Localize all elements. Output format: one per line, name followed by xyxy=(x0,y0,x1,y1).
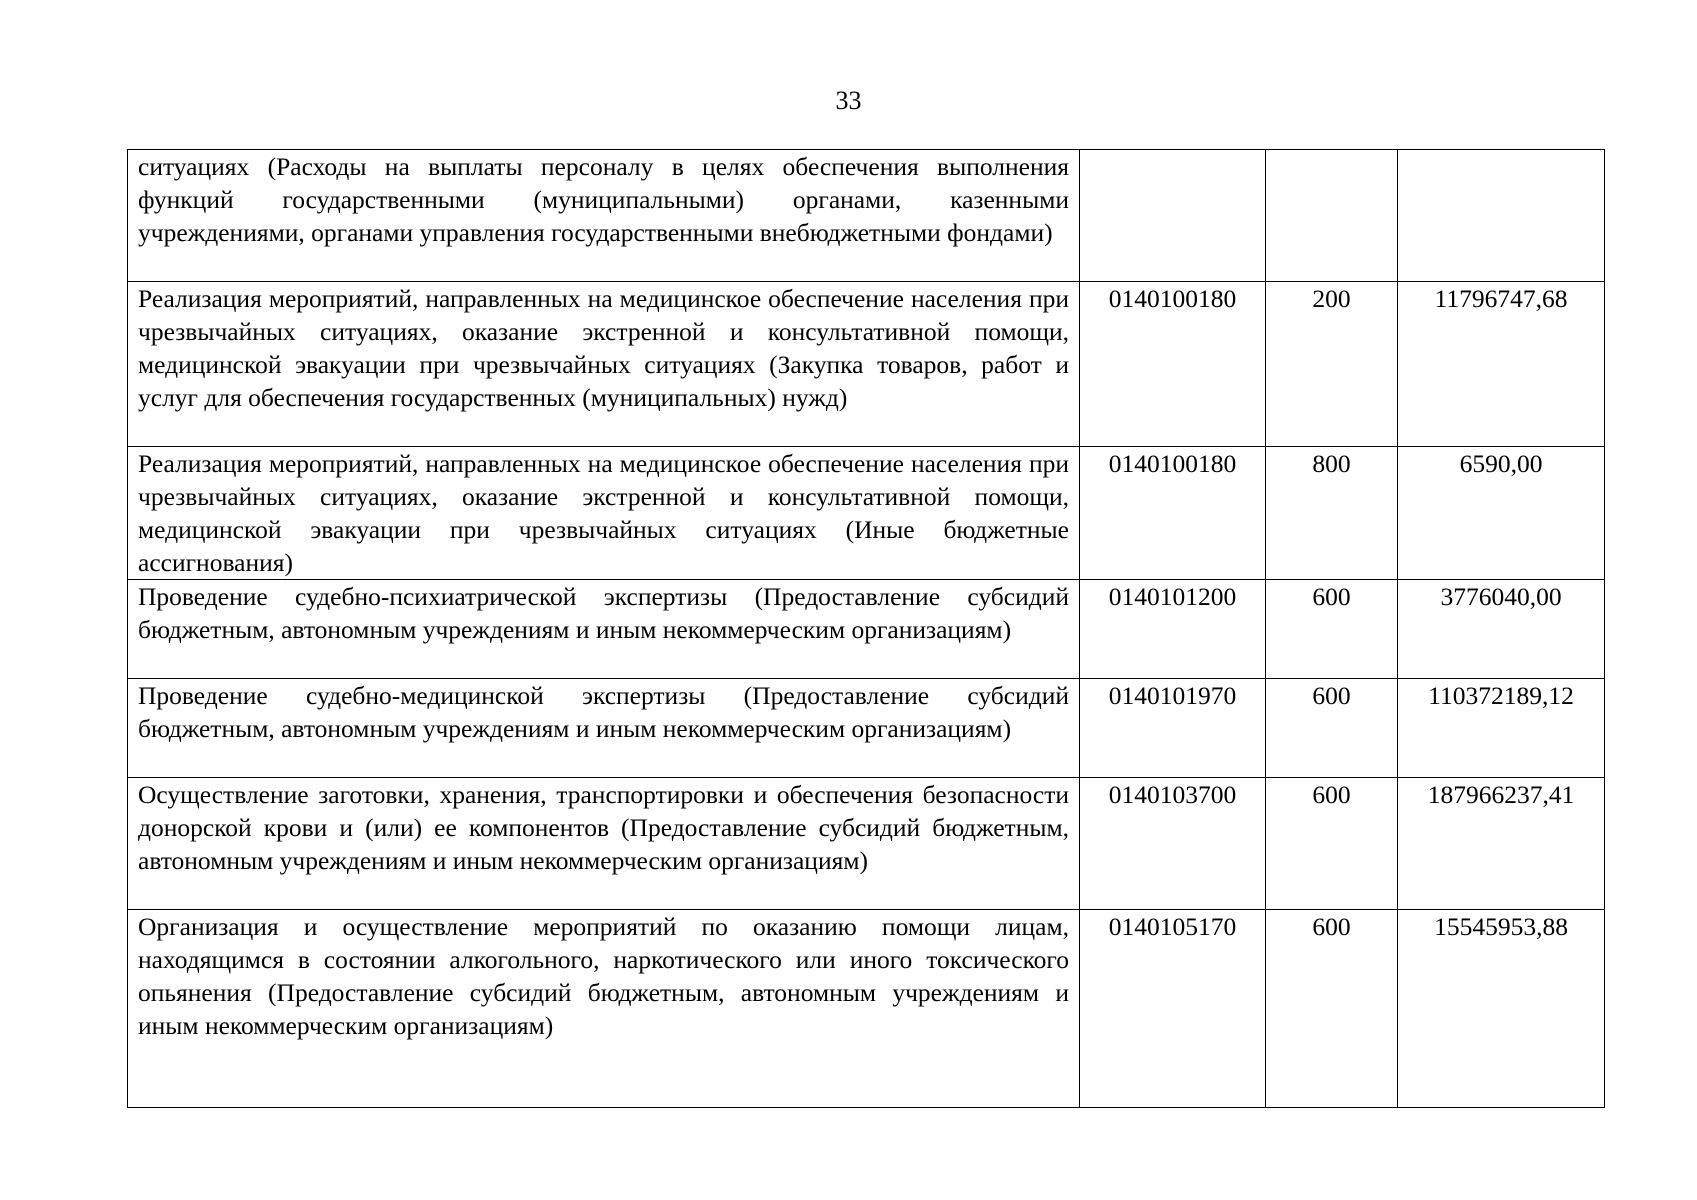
table-row xyxy=(128,910,1605,1108)
table-row xyxy=(128,778,1605,910)
amount-value xyxy=(1398,150,1605,282)
target-article-code: 0140100180 xyxy=(1080,447,1266,580)
amount-value: 15545953,88 xyxy=(1398,910,1605,1108)
page-number: 33 xyxy=(835,86,862,115)
budget-table xyxy=(127,149,1605,1108)
table-row xyxy=(128,580,1605,679)
expense-type-code xyxy=(1266,150,1398,282)
expense-description: Проведение судебно-медицинской экспертизы (Предоставление субсидий бюджетным, автономным учреждениям и иным некоммерческим организациям) xyxy=(128,679,1080,778)
expense-type-code: 600 xyxy=(1266,778,1398,910)
expense-type-code: 600 xyxy=(1266,910,1398,1108)
expense-description: Реализация мероприятий, направленных на медицинское обеспечение населения при чрезвычайных ситуациях, оказание экстренной и консультативной помощи, медицинской эвакуации при чрезвычайных ситуациях (Закупка товаров, работ и услуг для обеспечения государственных (муниципальных) нужд) xyxy=(128,282,1080,447)
amount-value: 3776040,00 xyxy=(1398,580,1605,679)
expense-type-code: 800 xyxy=(1266,447,1398,580)
expense-description: Проведение судебно-психиатрической экспертизы (Предоставление субсидий бюджетным, автономным учреждениям и иным некоммерческим организациям) xyxy=(128,580,1080,679)
expense-description: Реализация мероприятий, направленных на медицинское обеспечение населения при чрезвычайных ситуациях, оказание экстренной и консультативной помощи, медицинской эвакуации при чрезвычайных ситуациях (Иные бюджетные ассигнования) xyxy=(128,447,1080,580)
target-article-code: 0140105170 xyxy=(1080,910,1266,1108)
expense-description: Осуществление заготовки, хранения, транспортировки и обеспечения безопасности донорской крови и (или) ее компонентов (Предоставление субсидий бюджетным, автономным учреждениям и иным некоммерческим организациям) xyxy=(128,778,1080,910)
amount-value: 11796747,68 xyxy=(1398,282,1605,447)
table-row xyxy=(128,282,1605,447)
amount-value: 187966237,41 xyxy=(1398,778,1605,910)
table-row xyxy=(128,150,1605,282)
target-article-code xyxy=(1080,150,1266,282)
expense-type-code: 600 xyxy=(1266,679,1398,778)
target-article-code: 0140101200 xyxy=(1080,580,1266,679)
amount-value: 110372189,12 xyxy=(1398,679,1605,778)
target-article-code: 0140100180 xyxy=(1080,282,1266,447)
expense-description: ситуациях (Расходы на выплаты персоналу в целях обеспечения выполнения функций государственными (муниципальными) органами, казенными учреждениями, органами управления государственными внебюджетными фондами) xyxy=(128,150,1080,282)
table-row xyxy=(128,447,1605,580)
expense-type-code: 200 xyxy=(1266,282,1398,447)
expense-description: Организация и осуществление мероприятий по оказанию помощи лицам, находящимся в состоянии алкогольного, наркотического или иного токсического опьянения (Предоставление субсидий бюджетным, автономным учреждениям и иным некоммерческим организациям) xyxy=(128,910,1080,1108)
target-article-code: 0140103700 xyxy=(1080,778,1266,910)
amount-value: 6590,00 xyxy=(1398,447,1605,580)
table-row xyxy=(128,679,1605,778)
target-article-code: 0140101970 xyxy=(1080,679,1266,778)
expense-type-code: 600 xyxy=(1266,580,1398,679)
